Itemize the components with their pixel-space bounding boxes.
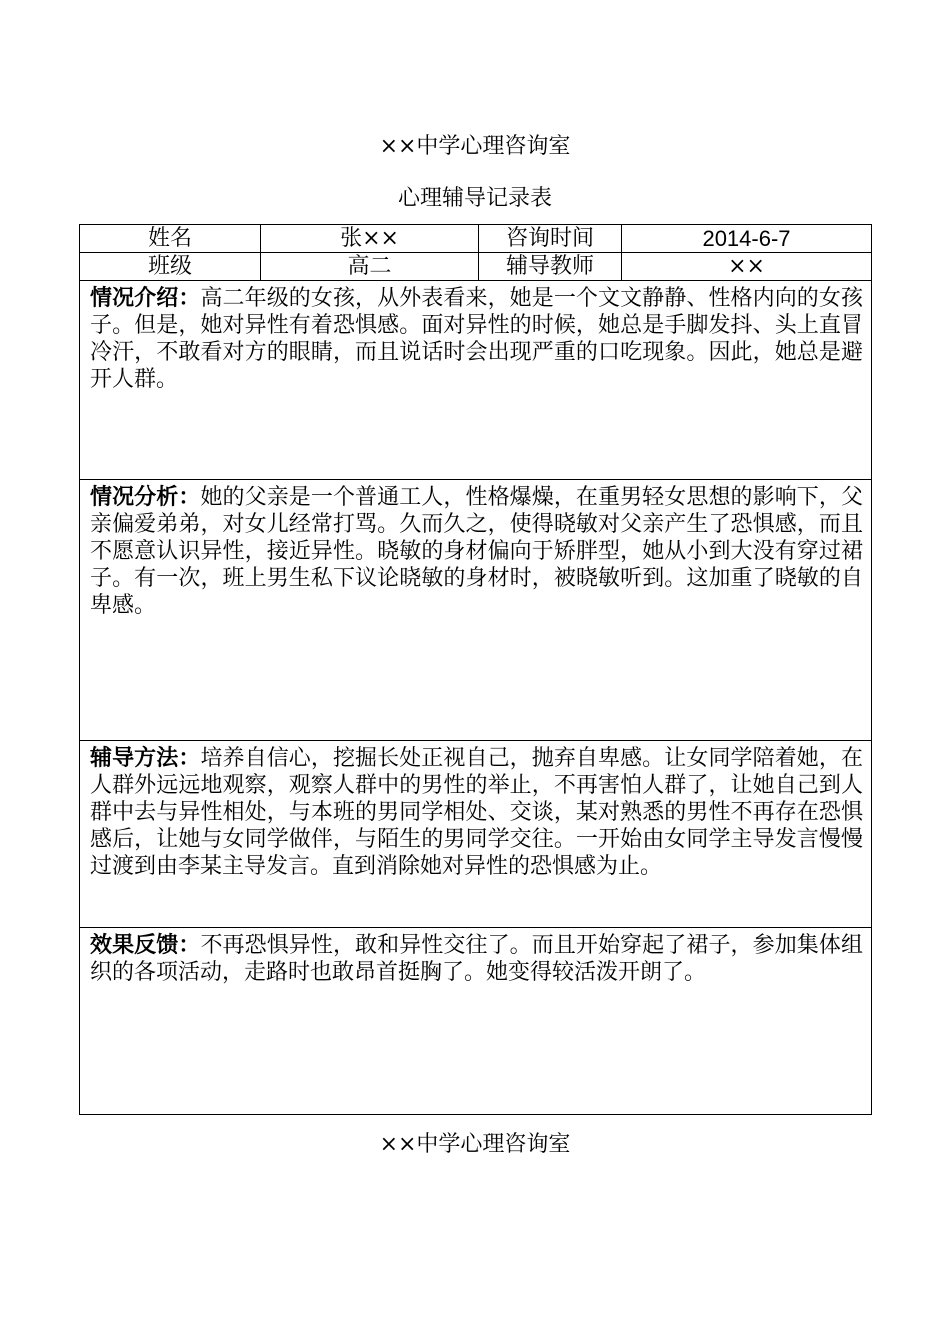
feedback-section [80,928,872,1115]
intro-section [80,281,872,480]
name-label: 姓名 [80,225,261,253]
teacher-label: 辅导教师 [479,253,622,281]
feedback-text: 不再恐惧异性，敢和异性交往了。而且开始穿起了裙子，参加集体组织的各项活动，走路时也敢昂首挺胸了。她变得较活泼开朗了。 [90,933,863,985]
feedback-label: 效果反馈： [90,932,201,958]
counseling-record-table [79,224,872,1115]
method-label: 辅导方法： [90,745,201,771]
consult-time-label: 咨询时间 [479,225,622,253]
analysis-section [80,480,872,741]
table-row-feedback [80,928,872,1115]
table-row-name [80,225,872,253]
teacher-value: ×× [622,253,872,281]
table-row-class [80,253,872,281]
consult-time-value: 2014-6-7 [622,225,872,253]
school-title: ××中学心理咨询室 [379,134,571,159]
method-section [80,741,872,928]
intro-label: 情况介绍： [90,285,201,311]
form-title: 心理辅导记录表 [397,186,552,211]
analysis-text: 她的父亲是一个普通工人，性格爆燥，在重男轻女思想的影响下，父亲偏爱弟弟，对女儿经常打骂。久而久之，使得晓敏对父亲产生了恐惧感，而且不愿意认识异性，接近异性。晓敏的身材偏向于矫胖型，她从小到大没有穿过裙子。有一次，班上男生私下议论晓敏的身材时，被晓敏听到。这加重了晓敏的自卑感。 [90,485,863,618]
intro-text: 高二年级的女孩，从外表看来，她是一个文文静静、性格内向的女孩子。但是，她对异性有着恐惧感。面对异性的时候，她总是手脚发抖、头上直冒冷汗，不敢看对方的眼睛，而且说话时会出现严重的口吃现象。因此，她总是避开人群。 [90,286,863,392]
table-row-method [80,741,872,928]
footer-title: ××中学心理咨询室 [379,1132,571,1157]
class-label: 班级 [80,253,261,281]
table-row-intro [80,281,872,480]
class-value: 高二 [261,253,479,281]
method-text: 培养自信心，挖掘长处正视自己，抛弃自卑感。让女同学陪着她，在人群外远远地观察，观察人群中的男性的举止，不再害怕人群了，让她自己到人群中去与异性相处，与本班的男同学相处、交谈，某对熟悉的男性不再存在恐惧感后，让她与女同学做伴，与陌生的男同学交往。一开始由女同学主导发言慢慢过渡到由李某主导发言。直到消除她对异性的恐惧感为止。 [90,746,863,879]
table-row-analysis [80,480,872,741]
analysis-label: 情况分析： [90,484,201,510]
name-value: 张×× [261,225,479,253]
